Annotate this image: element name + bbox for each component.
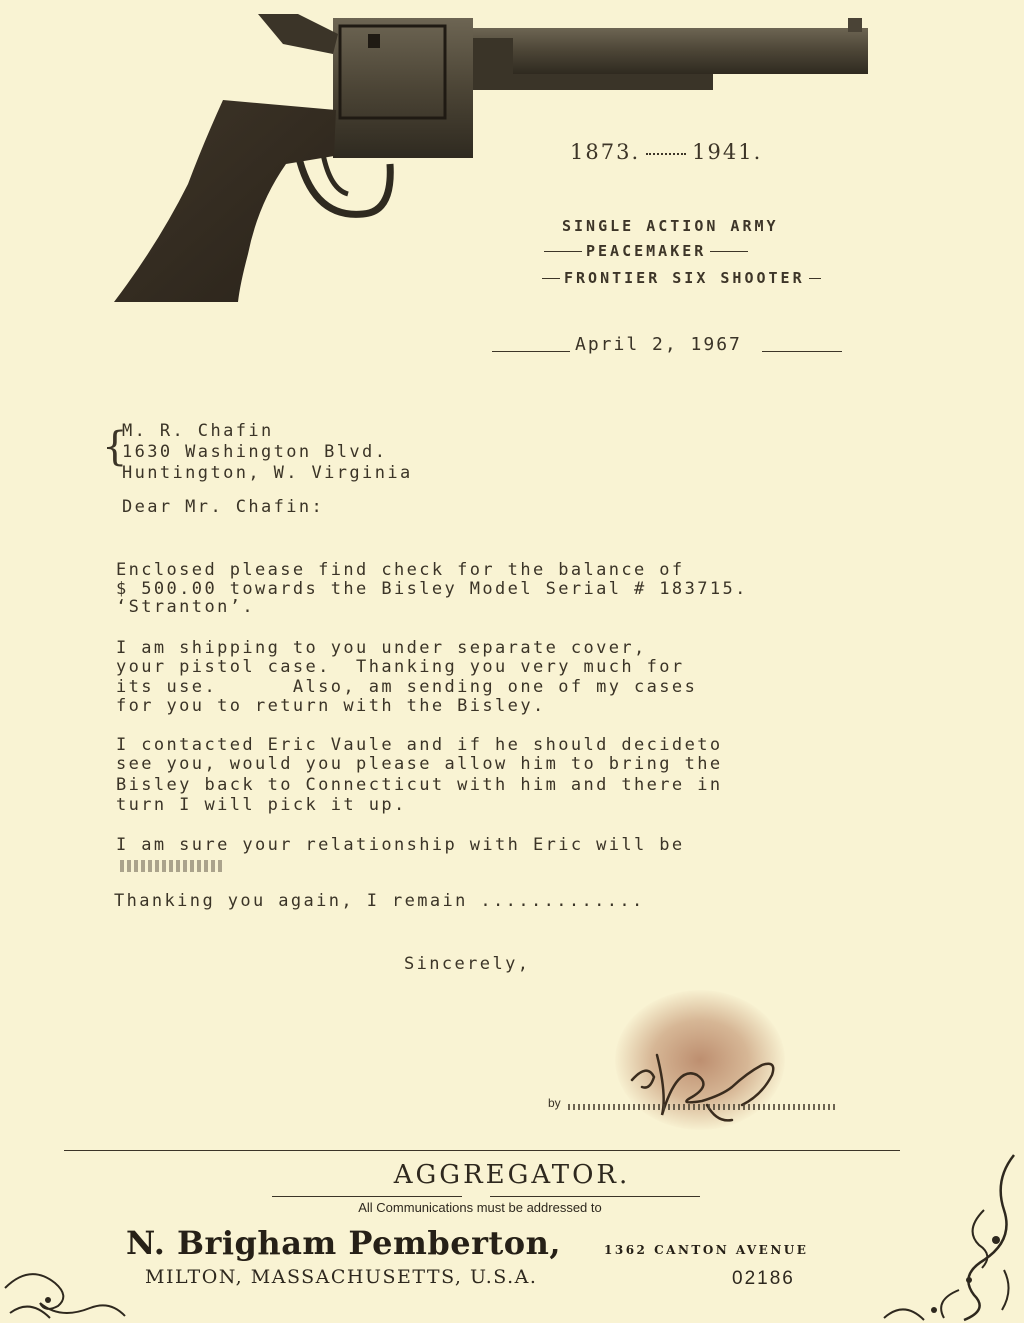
corner-ornament-right <box>864 1150 1024 1323</box>
paragraph-3-line-4: turn I will pick it up. <box>116 795 407 815</box>
paragraph-2-line-4: for you to return with the Bisley. <box>116 696 546 716</box>
aggregator-rule-left <box>272 1196 462 1197</box>
letter-date: April 2, 1967 <box>575 334 742 355</box>
sender-name: N. Brigham Pemberton, <box>126 1224 561 1262</box>
flourish-left <box>544 251 582 252</box>
flourish-right <box>809 278 821 279</box>
year-end: 1941. <box>692 140 763 164</box>
sender-zip: 02186 <box>732 1268 795 1289</box>
paragraph-2-line-1: I am shipping to you under separate cover, <box>116 638 647 658</box>
communications-note: All Communications must be addressed to <box>358 1200 602 1215</box>
paragraph-1-line-2: $ 500.00 towards the Bisley Model Serial # 183715. <box>116 579 748 599</box>
paragraph-3-line-2: see you, would you please allow him to bring the <box>116 754 723 774</box>
signature-line <box>568 1104 838 1110</box>
years-range <box>570 140 762 164</box>
sign-off: Sincerely, <box>404 954 531 974</box>
closing-line: Thanking you again, I remain ............. <box>114 891 645 911</box>
paragraph-4-line-1: I am sure your relationship with Eric will be <box>116 835 685 855</box>
paragraph-2-line-2: your pistol case. Thanking you very much for <box>116 657 685 677</box>
recipient-street: 1630 Washington Blvd. <box>122 442 388 462</box>
footer-rule <box>64 1150 900 1151</box>
date-rule-left <box>492 351 570 352</box>
by-label: by <box>548 1096 561 1110</box>
paragraph-1-line-3: ‘Stranton’. <box>116 597 255 617</box>
paragraph-3-line-1: I contacted Eric Vaule and if he should decideto <box>116 735 723 755</box>
aggregator-rule-right <box>490 1196 700 1197</box>
years-dash <box>646 153 686 155</box>
paragraph-1-line-1: Enclosed please find check for the balance of <box>116 560 685 580</box>
flourish-right <box>710 251 748 252</box>
flourish-left <box>542 278 560 279</box>
salutation: Dear Mr. Chafin: <box>122 497 325 517</box>
aggregator-title: AGGREGATOR. <box>393 1160 631 1190</box>
corner-ornament-left <box>0 1258 130 1323</box>
handwritten-signature <box>622 1035 782 1130</box>
address-bracket: { <box>102 424 128 470</box>
model-line-2-wrap <box>540 242 752 260</box>
model-line-1: SINGLE ACTION ARMY <box>562 217 779 235</box>
sender-city: MILTON, MASSACHUSETTS, U.S.A. <box>145 1266 538 1288</box>
model-line-2: PEACEMAKER <box>586 242 707 260</box>
recipient-city: Huntington, W. Virginia <box>122 463 413 483</box>
year-start: 1873. <box>570 140 641 164</box>
sender-street: 1362 CANTON AVENUE <box>604 1243 809 1257</box>
paragraph-3-line-3: Bisley back to Connecticut with him and there in <box>116 775 723 795</box>
model-line-3: FRONTIER SIX SHOOTER <box>564 269 805 287</box>
recipient-name: M. R. Chafin <box>122 421 274 441</box>
illegible-word <box>120 860 225 872</box>
paragraph-2-line-3: its use. Also, am sending one of my cases <box>116 677 698 697</box>
date-rule-right <box>762 351 842 352</box>
model-line-3-wrap <box>538 269 825 287</box>
